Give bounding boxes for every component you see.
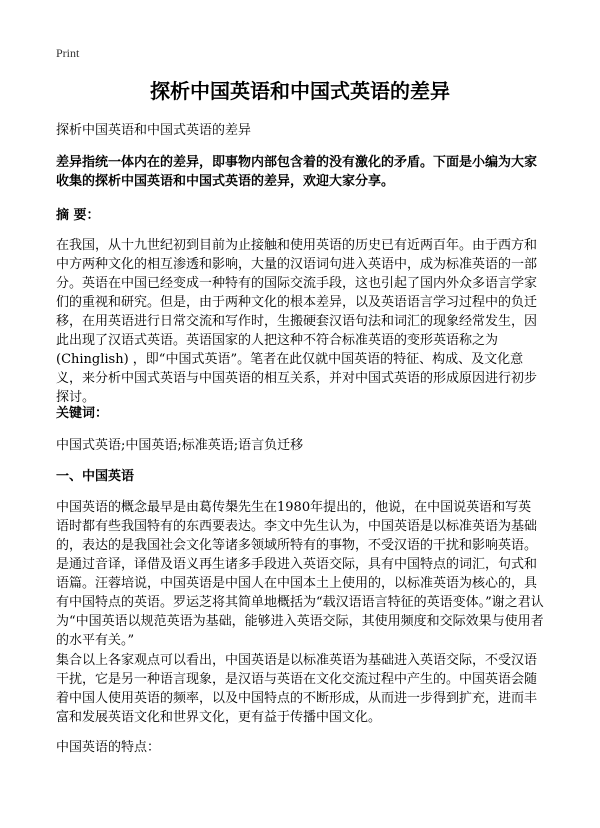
intro-paragraph: 差异指统一体内在的差异，即事物内部包含着的没有激化的矛盾。下面是小编为大家收集的探析中国英语和中国式英语的差异，欢迎大家分享。 xyxy=(56,155,538,189)
keywords-list: 中国式英语;中国英语;标准英语;语言负迁移 xyxy=(56,438,304,453)
document-title: 探析中国英语和中国式英语的差异 xyxy=(150,79,450,103)
section-heading-chinese-english: 一、中国英语 xyxy=(56,469,135,484)
document-subtitle: 探析中国英语和中国式英语的差异 xyxy=(56,123,252,138)
section-paragraph-2: 集合以上各家观点可以看出，中国英语是以标准英语为基础进入英语交际，不受汉语干扰，它是另一种语言现象，是汉语与英语在文化交流过程中产生的。中国英语会随着中国人使用英语的频率，以及中国特点的不断形成，从而进一步得到扩充，进而丰富和发展英语文化和世界文化，更有益于传播中国文化。 xyxy=(56,653,538,725)
abstract-paragraph: 在我国，从十九世纪初到目前为止接触和使用英语的历史已有近两百年。由于西方和中方两种文化的相互渗透和影响，大量的汉语词句进入英语中，成为标准英语的一部分。英语在中国已经变成一种特有的国际交流手段，这也引起了国内外众多语言学家们的重视和研究。但是，由于两种文化的根本差异，以及英语语言学习过程中的负迁移，在用英语进行日常交流和写作时，生搬硬套汉语句法和词汇的现象经常发生，因此出现了汉语式英语。英语国家的人把这种不符合标准英语的变形英语称之为(Chinglish) ，即“中国式英语”。笔者在此仅就中国英语的特征、构成、及文化意义，来分析中国式英语与中国英语的相互关系，并对中国式英语的形成原因进行初步探讨。 xyxy=(56,238,538,405)
abstract-heading: 摘 要： xyxy=(56,208,100,223)
section-features-label: 中国英语的特点： xyxy=(56,740,161,755)
print-link[interactable]: Print xyxy=(56,46,80,60)
keywords-heading: 关键词： xyxy=(56,406,109,421)
section-paragraph-1: 中国英语的概念最早是由葛传槼先生在1980年提出的，他说，在中国说英语和写英语时都有些我国特有的东西要表达。李文中先生认为，中国英语是以标准英语为基础的，表达的是我国社会文化等诸多领域所特有的事物，不受汉语的干扰和影响英语。是通过音译，译借及语义再生诸多手段进入英语交际，具有中国特点的词汇，句式和语篇。汪蓉培说，中国英语是中国人在中国本土上使用的，以标准英语为核心的，具有中国特点的英语。罗运芝将其简单地概括为“载汉语语言特征的英语变体。”谢之君认为“中国英语以规范英语为基础，能够进入英语交际，其使用频度和交际效果与使用者的水平有关。” xyxy=(56,500,544,648)
